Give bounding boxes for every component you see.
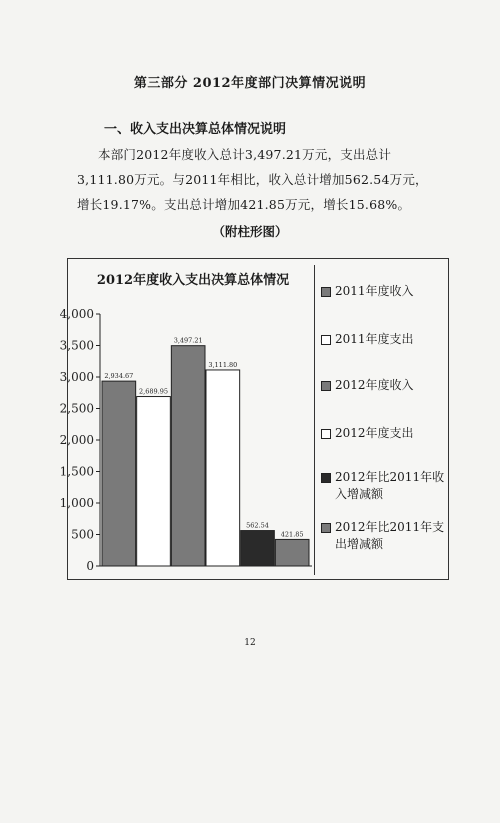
bar	[137, 397, 171, 566]
legend-item	[321, 519, 445, 553]
section-title: 一、收入支出决算总体情况说明	[104, 122, 287, 137]
bar-data-label: 3,111.80	[208, 360, 238, 369]
part-title: 第三部分 2012年度部门决算情况说明	[133, 76, 367, 91]
bar	[275, 539, 309, 566]
bar	[171, 346, 205, 566]
legend-item	[321, 331, 445, 348]
bar-data-label: 2,689.95	[139, 387, 168, 396]
legend-label: 2012年比2011年支出增减额	[335, 520, 445, 551]
legend-item	[321, 283, 445, 300]
chart-caption: （附柱形图）	[212, 224, 288, 239]
legend-item	[321, 425, 445, 442]
bar	[241, 531, 275, 566]
legend-swatch	[321, 287, 331, 297]
legend-swatch	[321, 429, 331, 439]
bar-data-label: 3,497.21	[173, 336, 203, 345]
legend-item	[321, 469, 445, 503]
y-tick-label: 500	[71, 527, 94, 542]
legend-label: 2012年比2011年收入增减额	[335, 470, 445, 501]
bar	[206, 370, 240, 566]
legend-label: 2012年度收入	[335, 378, 414, 392]
legend-swatch	[321, 335, 331, 345]
legend-label: 2011年度收入	[335, 284, 414, 298]
chart-plot-area	[59, 259, 314, 579]
paragraph-line-2: 3,111.80万元。与2011年相比，收入总计增加562.54万元，	[77, 172, 428, 187]
legend-label: 2012年度支出	[335, 426, 414, 440]
y-tick-label: 3,000	[59, 370, 94, 384]
y-tick-label: 0	[86, 559, 94, 573]
bar-data-label: 562.54	[246, 521, 269, 530]
chart-title: 2012年度收入支出决算总体情况	[96, 273, 290, 288]
y-tick-label: 4,000	[59, 307, 94, 321]
paragraph-line-1: 本部门2012年度收入总计3,497.21万元，支出总计	[98, 147, 392, 162]
paragraph-line-3: 增长19.17%。支出总计增加421.85万元，增长15.68%。	[77, 197, 411, 212]
bar	[102, 381, 136, 566]
legend-item	[321, 377, 445, 394]
y-tick-label: 1,500	[59, 464, 94, 479]
y-tick-label: 2,500	[59, 401, 94, 416]
bar-data-label: 2,934.67	[104, 372, 134, 381]
legend-label: 2011年度支出	[335, 332, 414, 346]
y-tick-label: 3,500	[59, 338, 94, 353]
legend-swatch	[321, 381, 331, 391]
bar-chart	[59, 258, 449, 580]
legend-swatch	[321, 523, 331, 533]
y-tick-label: 1,000	[59, 496, 94, 510]
chart-legend	[314, 265, 447, 575]
legend-swatch	[321, 473, 331, 483]
page-number: 12	[244, 638, 256, 648]
y-tick-label: 2,000	[59, 433, 94, 447]
bar-data-label: 421.85	[280, 530, 304, 539]
